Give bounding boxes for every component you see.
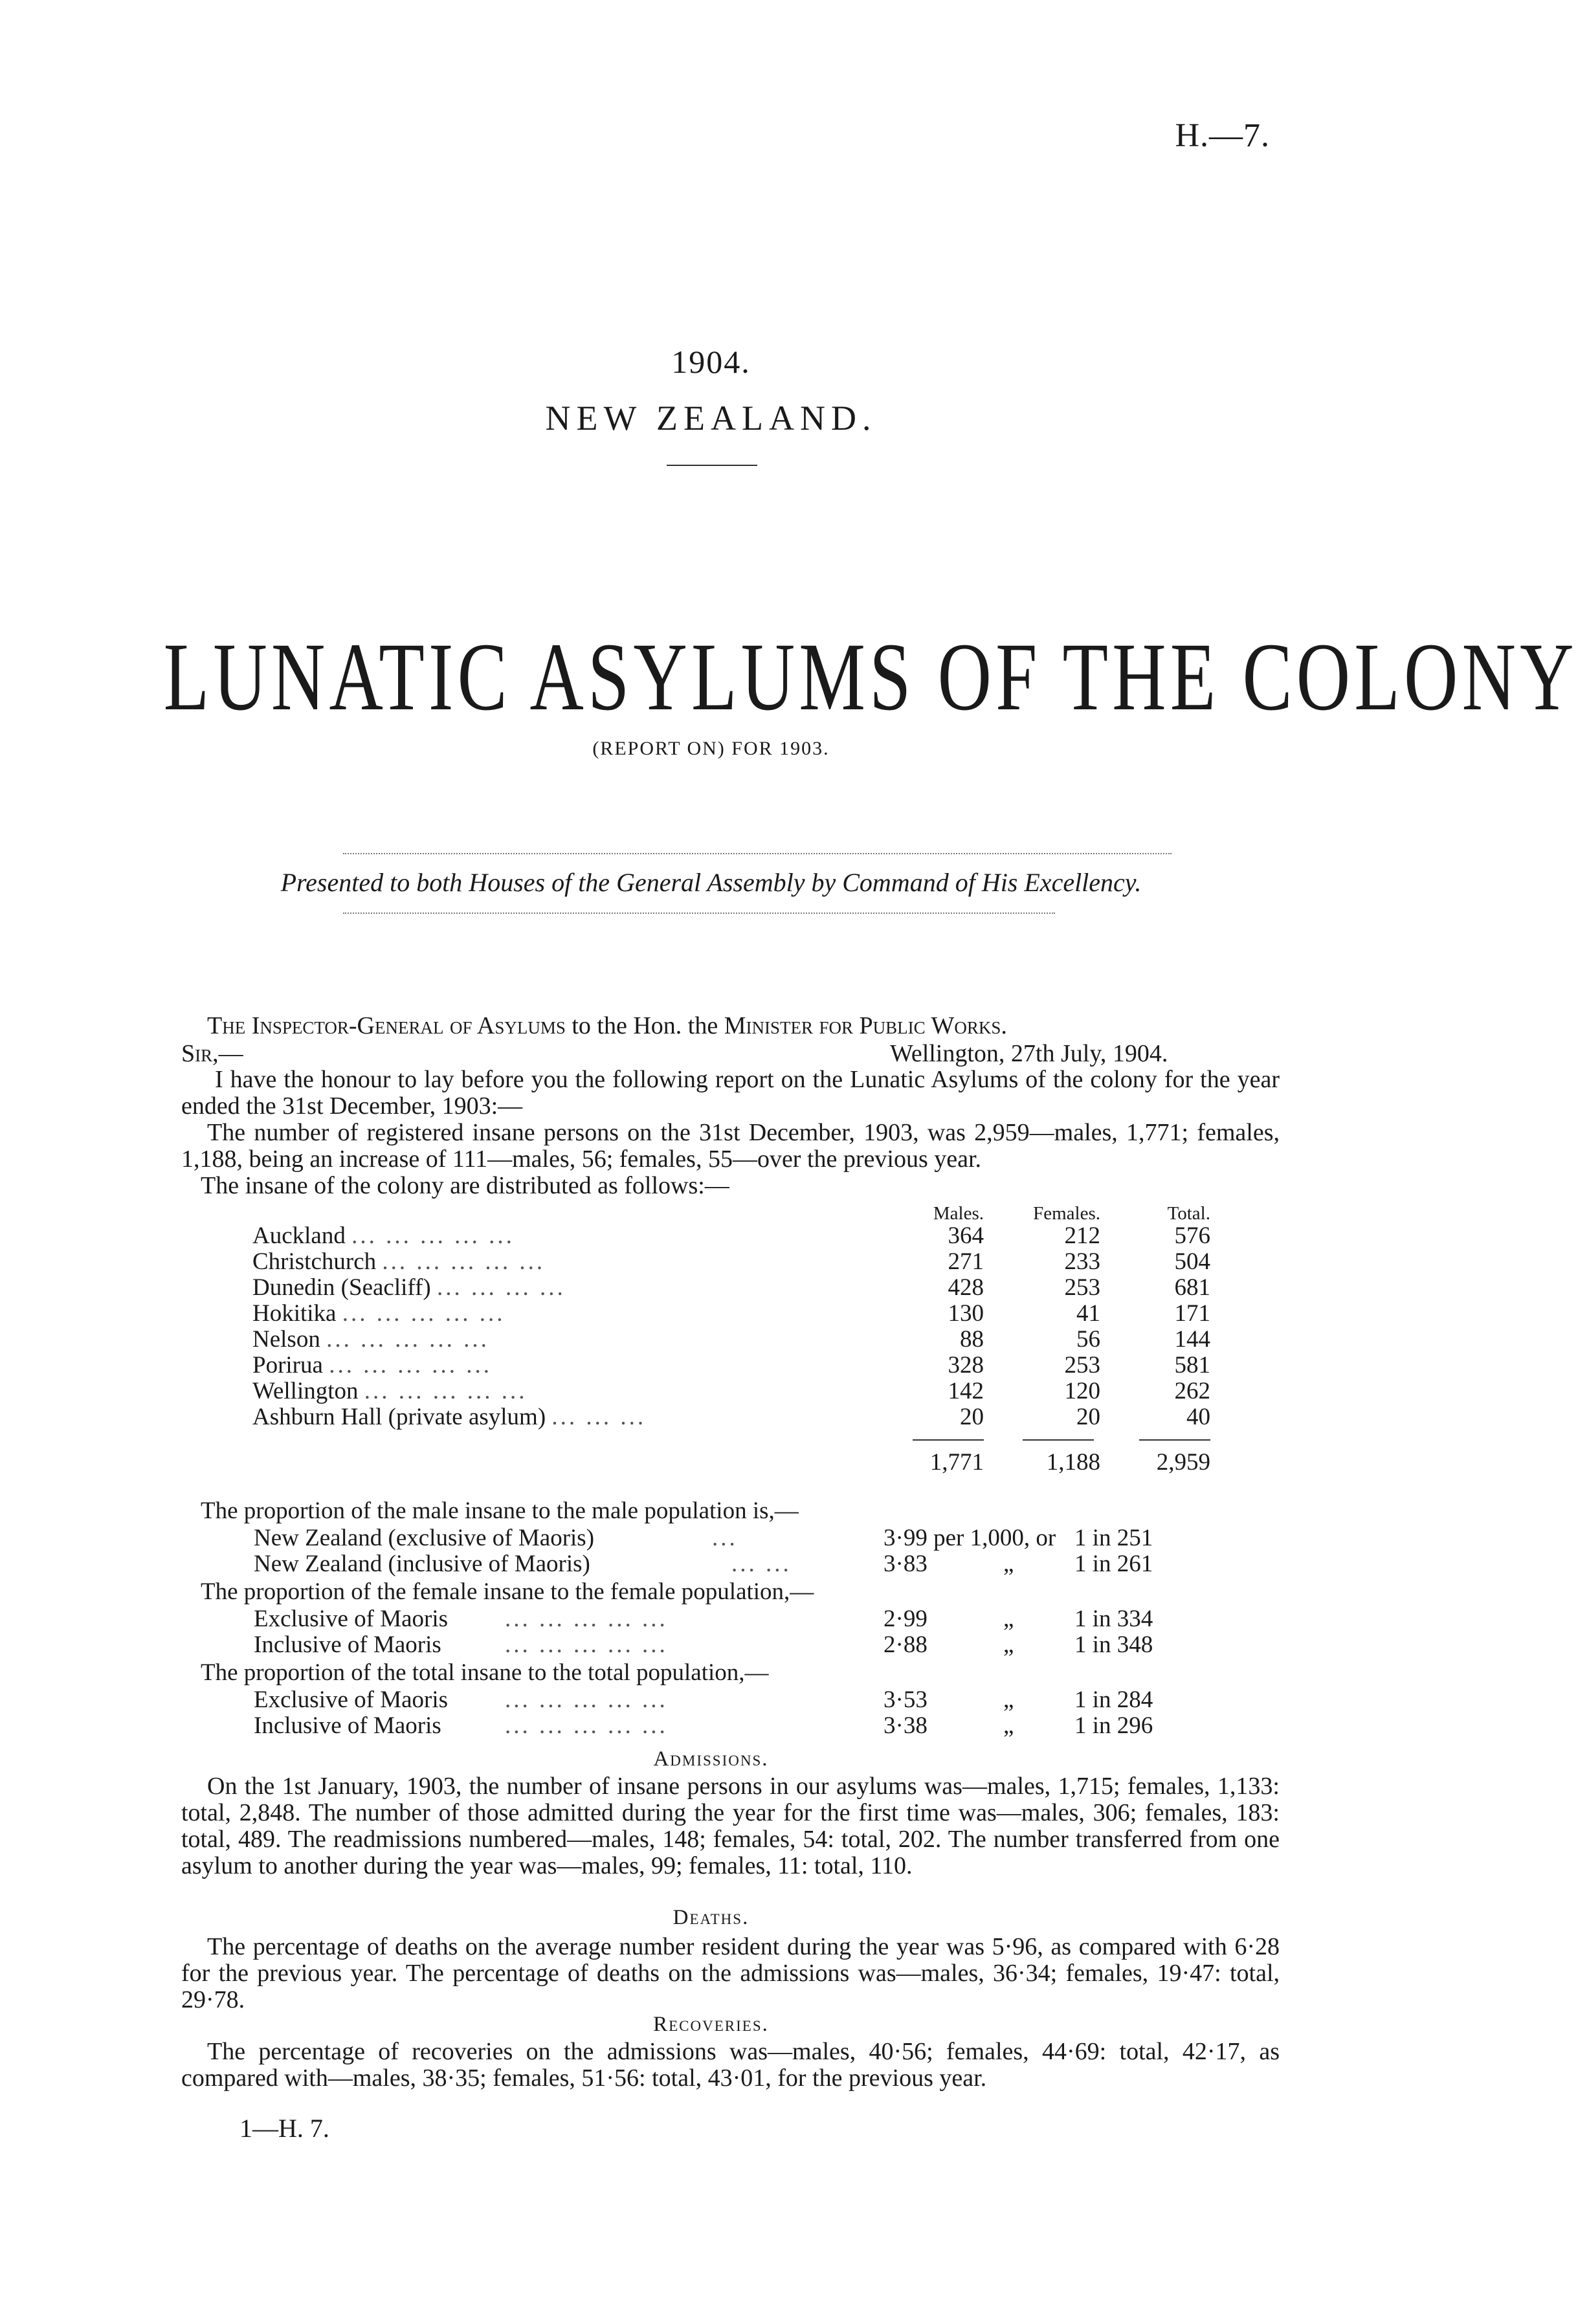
leader-dots: ... ... ... ... ...	[505, 1712, 668, 1739]
proportion-label: New Zealand (exclusive of Maoris)	[254, 1525, 595, 1551]
leader-dots: ...	[712, 1525, 738, 1551]
leader-dots: ... ... ... ... ...	[505, 1687, 668, 1713]
distribution-intro: The insane of the colony are distributed as follows:—	[201, 1172, 729, 1199]
males-cell: 328	[948, 1352, 984, 1378]
column-header-males: Males.	[933, 1203, 984, 1224]
table-row	[252, 1327, 1210, 1353]
females-cell: 253	[1064, 1352, 1100, 1378]
leader-dots: ... ... ... ... ...	[505, 1606, 668, 1632]
males-cell: 364	[948, 1223, 984, 1249]
recoveries-heading: Recoveries.	[653, 2013, 769, 2036]
proportion-ratio: 1 in 348	[1074, 1632, 1153, 1658]
asylum-name: Dunedin (Seacliff)	[252, 1274, 431, 1301]
sender: The Inspector-General of Asylums	[207, 1012, 566, 1039]
leader-dots: ... ... ... ... ...	[351, 1223, 515, 1249]
females-cell: 41	[1076, 1300, 1100, 1327]
proportion-ratio: 1 in 334	[1074, 1606, 1153, 1632]
divider	[343, 913, 1055, 914]
total-cell: 581	[1174, 1352, 1210, 1378]
proportion-ratio: 1 in 296	[1074, 1712, 1153, 1739]
recipient: Minister for Public Works.	[724, 1012, 1007, 1039]
ditto-mark: „	[1003, 1632, 1014, 1658]
intro-paragraph: I have the honour to lay before you the following report on the Lunatic Asylums of the colony for the year ended the 31st December, 1903:—	[181, 1066, 1280, 1120]
leader-dots: ... ... ... ... ...	[364, 1378, 528, 1404]
table-row	[252, 1301, 1210, 1327]
total-cell: 681	[1174, 1274, 1210, 1301]
proportion-value: 3·83	[883, 1551, 928, 1577]
table-header-row	[252, 1204, 1210, 1223]
males-cell: 428	[948, 1274, 984, 1301]
males-cell: 88	[960, 1326, 984, 1353]
proportion-value: 2·99	[883, 1606, 928, 1632]
leader-dots: ... ... ...	[551, 1404, 647, 1430]
deaths-paragraph: The percentage of deaths on the average number resident during the year was 5·96, as compared with 6·28 for the previous year. The percentage of deaths on the admissions was—males, 36·34; females, 19·47: total, 29·78.	[181, 1933, 1280, 2013]
leader-dots: ... ... ... ... ...	[326, 1326, 489, 1353]
females-cell: 253	[1064, 1274, 1100, 1301]
total-cell: 504	[1174, 1248, 1210, 1275]
leader-dots: ... ... ... ...	[436, 1274, 566, 1301]
proportion-value: 3·53	[883, 1687, 928, 1713]
males-cell: 20	[960, 1404, 984, 1430]
asylum-name: Hokitika	[252, 1300, 337, 1327]
ditto-mark: „	[1003, 1712, 1014, 1739]
females-cell: 56	[1076, 1326, 1100, 1353]
presentation-note: Presented to both Houses of the General Assembly by Command of His Excellency.	[280, 868, 1142, 897]
females-cell: 120	[1064, 1378, 1100, 1404]
total-cell: 171	[1174, 1300, 1210, 1327]
females-cell: 20	[1076, 1404, 1100, 1430]
leader-dots: ... ... ... ... ...	[329, 1352, 492, 1378]
proportion-ratio: 1 in 284	[1074, 1687, 1153, 1713]
address-connector: to the Hon. the	[572, 1012, 718, 1039]
grand-total: 2,959	[1156, 1449, 1210, 1476]
column-header-total: Total.	[1167, 1203, 1210, 1224]
proportion-label: New Zealand (inclusive of Maoris)	[254, 1551, 590, 1577]
recoveries-paragraph: The percentage of recoveries on the admissions was—males, 40·56; females, 44·69: total, 42·17, as compared with—males, 38·35; females, 51·56: total, 43·01, for the previous year.	[181, 2038, 1280, 2092]
divider	[343, 853, 1172, 854]
admissions-heading: Admissions.	[653, 1747, 769, 1771]
country-heading: NEW ZEALAND.	[545, 399, 877, 437]
table-row	[252, 1404, 1210, 1430]
page-title: LUNATIC ASYLUMS OF THE COLONY	[163, 623, 1578, 731]
ditto-mark: „	[1003, 1551, 1014, 1577]
table-row	[252, 1275, 1210, 1301]
totals-separator-row	[252, 1430, 1210, 1450]
males-cell: 271	[948, 1248, 984, 1275]
proportion-label: Exclusive of Maoris	[254, 1687, 449, 1713]
registered-paragraph: The number of registered insane persons on the 31st December, 1903, was 2,959—males, 1,771; females, 1,188, being an increase of 111—males, 56; females, 55—over the previous year.	[181, 1119, 1280, 1173]
males-cell: 142	[948, 1378, 984, 1404]
proportion-ratio: 1 in 251	[1074, 1525, 1153, 1551]
table-row	[252, 1353, 1210, 1378]
letter-address	[207, 1013, 1007, 1039]
asylum-name: Christchurch	[252, 1248, 377, 1275]
salutation: Sir,—	[181, 1040, 243, 1067]
females-total: 1,188	[1046, 1449, 1100, 1476]
proportion-value: 2·88	[883, 1632, 928, 1658]
total-proportion-heading: The proportion of the total insane to the total population,—	[201, 1659, 769, 1686]
asylum-name: Wellington	[252, 1378, 359, 1404]
female-proportion-heading: The proportion of the female insane to the female population,—	[201, 1578, 814, 1605]
asylum-name: Nelson	[252, 1326, 320, 1353]
document-reference: H.—7.	[1175, 117, 1270, 154]
proportion-label: Inclusive of Maoris	[254, 1632, 441, 1658]
admissions-paragraph: On the 1st January, 1903, the number of insane persons in our asylums was—males, 1,715; females, 1,133: total, 2,848. The number of those admitted during the year for the first time was—males, 306; females, 183: total, 489. The readmissions numbered—males, 148; females, 54: total, 202. The number transferred from one asylum to another during the year was—males, 99; females, 11: total, 110.	[181, 1773, 1280, 1879]
leader-dots: ... ... ... ... ...	[505, 1632, 668, 1658]
leader-dots: ... ... ... ... ...	[342, 1300, 506, 1327]
divider	[667, 465, 757, 466]
females-cell: 212	[1064, 1223, 1100, 1249]
letter-place-date: Wellington, 27th July, 1904.	[890, 1040, 1168, 1067]
proportion-label: Inclusive of Maoris	[254, 1712, 441, 1739]
report-subtitle: (REPORT ON) FOR 1903.	[592, 738, 830, 759]
leader-dots: ... ... ... ... ...	[382, 1248, 546, 1275]
asylum-name: Porirua	[252, 1352, 323, 1378]
total-cell: 144	[1174, 1326, 1210, 1353]
report-year: 1904.	[671, 344, 751, 380]
totals-row	[252, 1450, 1210, 1476]
column-header-females: Females.	[1033, 1203, 1100, 1224]
male-proportion-heading: The proportion of the male insane to the male population is,—	[201, 1498, 799, 1524]
total-cell: 262	[1174, 1378, 1210, 1404]
table-row	[252, 1223, 1210, 1249]
page-footer-reference: 1—H. 7.	[239, 2114, 329, 2143]
males-total: 1,771	[929, 1449, 984, 1476]
females-cell: 233	[1064, 1248, 1100, 1275]
leader-dots: ... ...	[731, 1551, 792, 1577]
deaths-heading: Deaths.	[672, 1906, 750, 1929]
asylum-name: Ashburn Hall (private asylum)	[252, 1404, 546, 1430]
ditto-mark: „	[1003, 1606, 1014, 1632]
proportion-ratio: 1 in 261	[1074, 1551, 1153, 1577]
table-row	[252, 1378, 1210, 1404]
proportion-value: 3·99 per 1,000, or	[883, 1525, 1056, 1551]
asylum-name: Auckland	[252, 1223, 346, 1249]
males-cell: 130	[948, 1300, 984, 1327]
proportion-label: Exclusive of Maoris	[254, 1606, 449, 1632]
total-cell: 40	[1186, 1404, 1210, 1430]
distribution-table	[252, 1204, 1210, 1476]
total-cell: 576	[1174, 1223, 1210, 1249]
table-row	[252, 1249, 1210, 1275]
proportion-value: 3·38	[883, 1712, 928, 1739]
ditto-mark: „	[1003, 1687, 1014, 1713]
